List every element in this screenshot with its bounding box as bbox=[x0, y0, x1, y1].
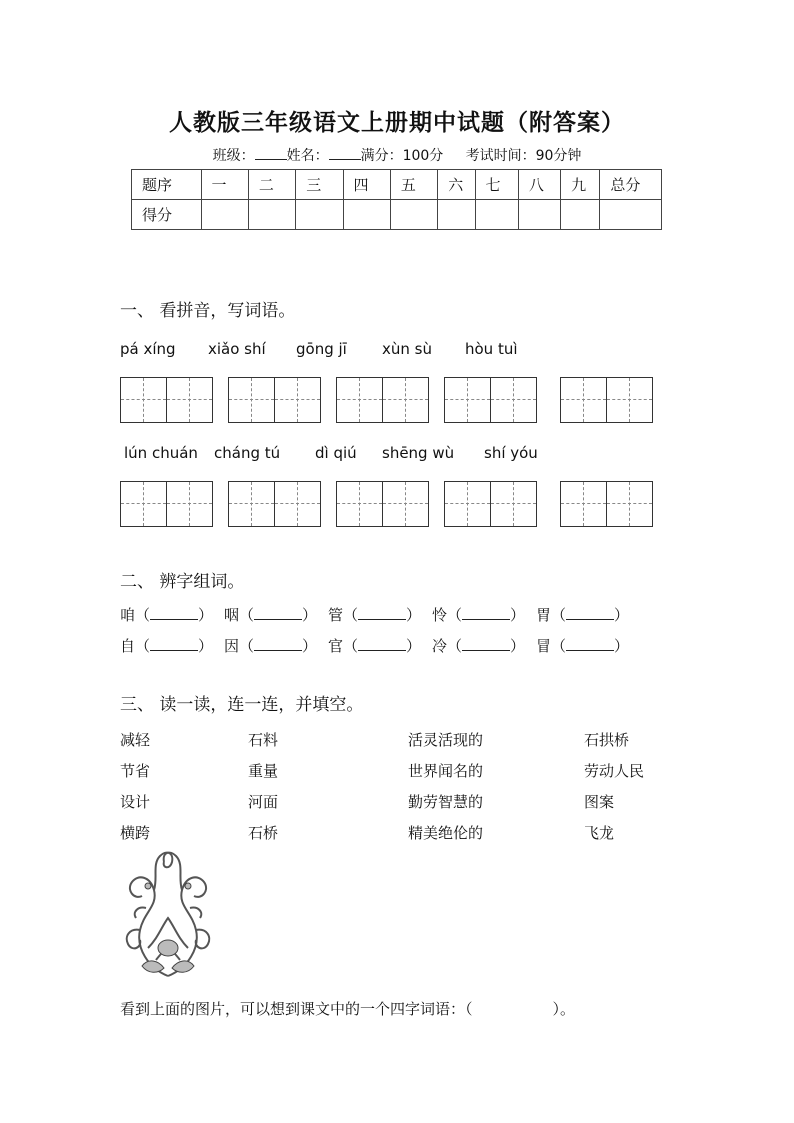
writing-grid[interactable] bbox=[444, 481, 537, 527]
row-label: 得分 bbox=[132, 200, 202, 230]
pinyin: shēng wù bbox=[382, 444, 455, 462]
header-cell: 八 bbox=[518, 170, 560, 200]
score-table-row bbox=[132, 200, 662, 230]
match-word[interactable]: 石料 bbox=[248, 731, 279, 749]
match-word[interactable]: 重量 bbox=[248, 762, 279, 780]
match-word[interactable]: 石拱桥 bbox=[584, 731, 630, 749]
header-cell: 六 bbox=[438, 170, 475, 200]
writing-grid[interactable] bbox=[560, 481, 653, 527]
match-word[interactable]: 横跨 bbox=[120, 824, 151, 842]
match-word[interactable]: 飞龙 bbox=[584, 824, 615, 842]
name-label: 姓名： bbox=[286, 148, 329, 164]
writing-grid[interactable] bbox=[120, 377, 213, 423]
word-pair-item[interactable]: 管（ ） bbox=[328, 606, 422, 624]
header-cell: 五 bbox=[390, 170, 437, 200]
dragon-pattern-image bbox=[118, 848, 218, 983]
match-word[interactable]: 减轻 bbox=[120, 731, 151, 749]
score-table-header bbox=[132, 170, 662, 200]
pinyin: hòu tuì bbox=[465, 340, 518, 358]
fill-question-text: 看到上面的图片，可以想到课文中的一个四字词语：（ bbox=[120, 1000, 473, 1018]
header-cell: 二 bbox=[248, 170, 295, 200]
q1-title: 一、 看拼音，写词语。 bbox=[120, 301, 296, 321]
match-word[interactable]: 勤劳智慧的 bbox=[408, 793, 484, 811]
writing-grid[interactable] bbox=[336, 481, 429, 527]
header-cell: 题序 bbox=[132, 170, 202, 200]
word-pair-item[interactable]: 咱（ ） bbox=[120, 606, 214, 624]
score-cell[interactable] bbox=[201, 200, 248, 230]
word-pair-item[interactable]: 冷（ ） bbox=[432, 637, 526, 655]
word-pair-item[interactable]: 官（ ） bbox=[328, 637, 422, 655]
match-word[interactable]: 精美绝伦的 bbox=[408, 824, 484, 842]
match-word[interactable]: 劳动人民 bbox=[584, 762, 645, 780]
word-pair-item[interactable]: 咽（ ） bbox=[224, 606, 318, 624]
score-cell[interactable] bbox=[561, 200, 600, 230]
word-pair-item[interactable]: 怜（ ） bbox=[432, 606, 526, 624]
header-cell: 九 bbox=[561, 170, 600, 200]
exam-time: 考试时间：90分钟 bbox=[465, 148, 582, 164]
match-word[interactable]: 石桥 bbox=[248, 824, 279, 842]
header-cell: 一 bbox=[201, 170, 248, 200]
score-cell[interactable] bbox=[475, 200, 518, 230]
writing-grid[interactable] bbox=[560, 377, 653, 423]
writing-grid[interactable] bbox=[120, 481, 213, 527]
pinyin: gōng jī bbox=[296, 340, 347, 358]
full-score: 满分：100分 bbox=[360, 148, 444, 164]
match-word[interactable]: 世界闻名的 bbox=[408, 762, 484, 780]
q3-title: 三、 读一读，连一连，并填空。 bbox=[120, 695, 364, 715]
class-blank[interactable] bbox=[255, 147, 287, 160]
score-cell[interactable] bbox=[518, 200, 560, 230]
score-cell[interactable] bbox=[390, 200, 437, 230]
score-cell[interactable] bbox=[343, 200, 390, 230]
writing-grid[interactable] bbox=[228, 481, 321, 527]
header-cell: 七 bbox=[475, 170, 518, 200]
score-cell[interactable] bbox=[438, 200, 475, 230]
word-pair-item[interactable]: 胃（ ） bbox=[536, 606, 630, 624]
name-blank[interactable] bbox=[329, 147, 361, 160]
score-cell[interactable] bbox=[296, 200, 343, 230]
score-table bbox=[131, 169, 662, 230]
exam-info bbox=[0, 145, 794, 165]
word-pair-item[interactable]: 自（ ） bbox=[120, 637, 214, 655]
page-title: 人教版三年级语文上册期中试题（附答案） bbox=[169, 110, 625, 136]
match-word[interactable]: 图案 bbox=[584, 793, 615, 811]
pinyin: dì qiú bbox=[315, 444, 357, 462]
word-pair-item[interactable]: 因（ ） bbox=[224, 637, 318, 655]
q3-fill-question bbox=[120, 998, 575, 1019]
pinyin: pá xíng bbox=[120, 340, 176, 358]
q2-title: 二、 辨字组词。 bbox=[120, 572, 245, 592]
class-label: 班级： bbox=[212, 148, 255, 164]
header-cell: 总分 bbox=[600, 170, 662, 200]
writing-grid[interactable] bbox=[336, 377, 429, 423]
pinyin: shí yóu bbox=[484, 444, 538, 462]
match-word[interactable]: 活灵活现的 bbox=[408, 731, 484, 749]
writing-grid[interactable] bbox=[444, 377, 537, 423]
writing-grid[interactable] bbox=[228, 377, 321, 423]
match-word[interactable]: 河面 bbox=[248, 793, 279, 811]
pinyin: cháng tú bbox=[214, 444, 281, 462]
match-word[interactable]: 设计 bbox=[120, 793, 151, 811]
pinyin: xiǎo shí bbox=[208, 340, 266, 358]
header-cell: 四 bbox=[343, 170, 390, 200]
pinyin: lún chuán bbox=[124, 444, 198, 462]
score-cell[interactable] bbox=[600, 200, 662, 230]
fill-question-close: ）。 bbox=[552, 1000, 576, 1018]
pinyin: xùn sù bbox=[382, 340, 432, 358]
header-cell: 三 bbox=[296, 170, 343, 200]
score-cell[interactable] bbox=[248, 200, 295, 230]
match-word[interactable]: 节省 bbox=[120, 762, 151, 780]
word-pair-item[interactable]: 冒（ ） bbox=[536, 637, 630, 655]
